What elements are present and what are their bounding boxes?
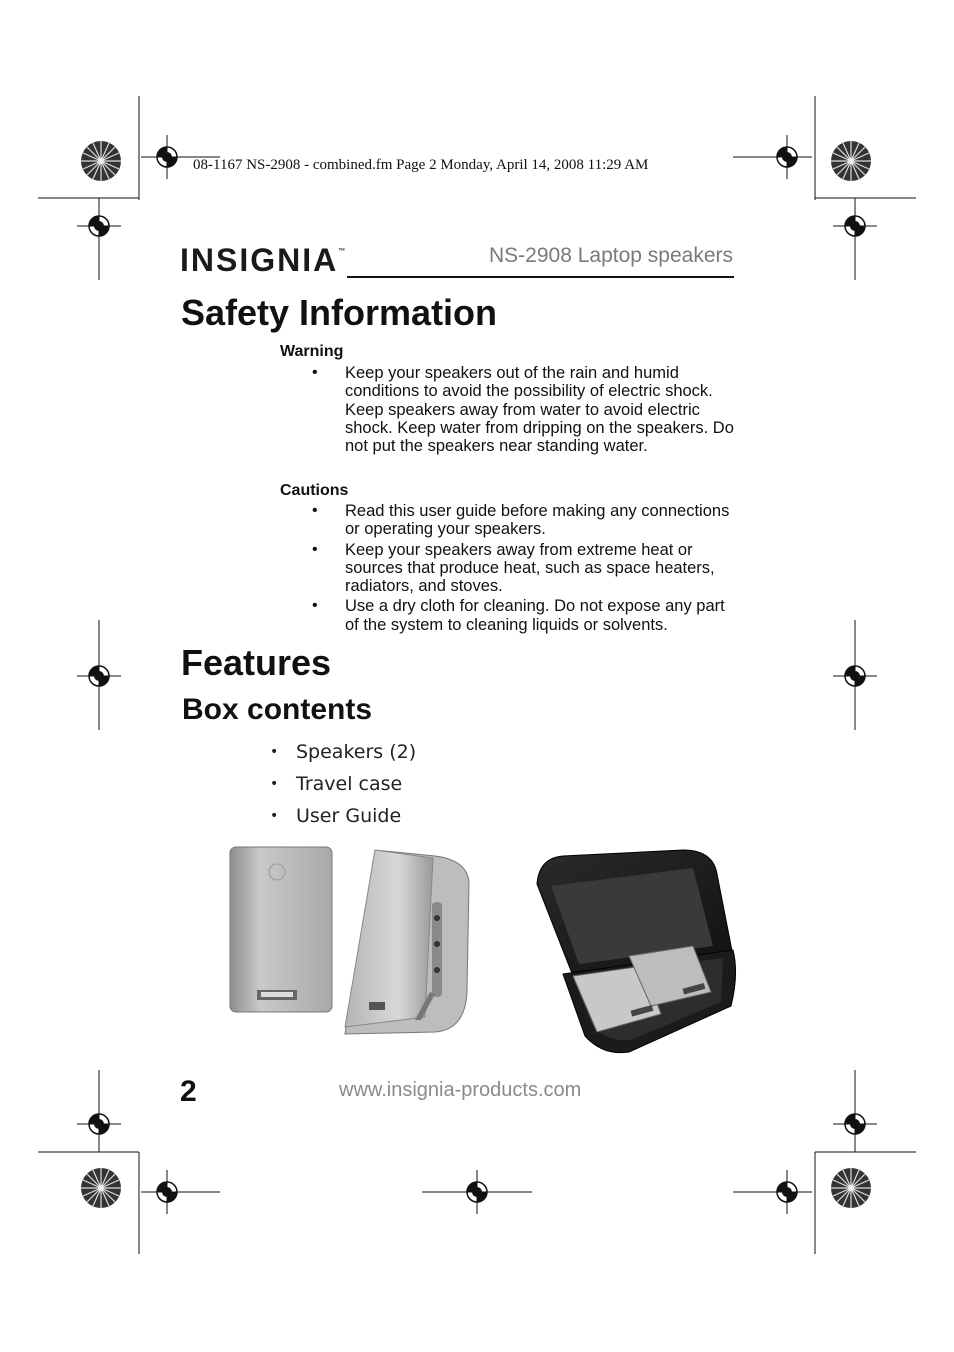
logo-trademark: ™ — [338, 248, 346, 255]
list-item — [280, 502, 740, 539]
list-item — [280, 364, 740, 455]
logo-text: INSIGNIA — [180, 242, 339, 278]
bullet: • — [270, 776, 279, 792]
caution-text: Keep your speakers away from extreme heat or sources that produce heat, such as space heaters, radiators, and stoves. — [345, 540, 715, 596]
cautions-label: Cautions — [280, 482, 349, 499]
speakers-photo — [225, 842, 475, 1040]
travel-case-photo — [533, 846, 737, 1056]
warning-label: Warning — [280, 343, 344, 360]
bullet: • — [312, 597, 318, 615]
bullet: • — [312, 364, 318, 381]
bullet: • — [312, 540, 318, 558]
bullet: • — [270, 744, 279, 760]
bullet: • — [270, 808, 279, 824]
list-item — [270, 739, 416, 771]
insignia-logo — [180, 242, 345, 279]
header-title: NS-2908 Laptop speakers — [489, 244, 733, 267]
box-contents-heading: Box contents — [182, 693, 373, 726]
caution-text: Read this user guide before making any connections or operating your speakers. — [345, 502, 730, 539]
warning-list — [280, 364, 740, 457]
safety-heading: Safety Information — [181, 292, 498, 333]
warning-text: Keep your speakers out of the rain and humid conditions to avoid the possibility of electric shock. Keep speakers away from water to avoid electric shock. Keep water from dripping on the speakers. Do not put the speakers near standing water. — [345, 364, 734, 456]
caution-text: Use a dry cloth for cleaning. Do not expose any part of the system to cleaning liquids or solvents. — [345, 597, 725, 634]
box-item-text: User Guide — [296, 805, 402, 827]
list-item — [270, 771, 416, 803]
list-item — [270, 803, 416, 835]
box-contents-list — [270, 739, 416, 835]
list-item — [280, 597, 740, 634]
list-item — [280, 541, 740, 596]
bullet: • — [312, 502, 318, 519]
features-heading: Features — [181, 642, 332, 683]
box-item-text: Travel case — [296, 773, 403, 795]
file-slug: 08-1167 NS-2908 - combined.fm Page 2 Monday, April 14, 2008 11:29 AM — [193, 157, 649, 173]
page-number: 2 — [180, 1075, 197, 1108]
box-item-text: Speakers (2) — [296, 741, 417, 763]
header-rule — [347, 276, 734, 278]
footer-url: www.insignia-products.com — [339, 1079, 582, 1101]
cautions-list — [280, 502, 740, 636]
